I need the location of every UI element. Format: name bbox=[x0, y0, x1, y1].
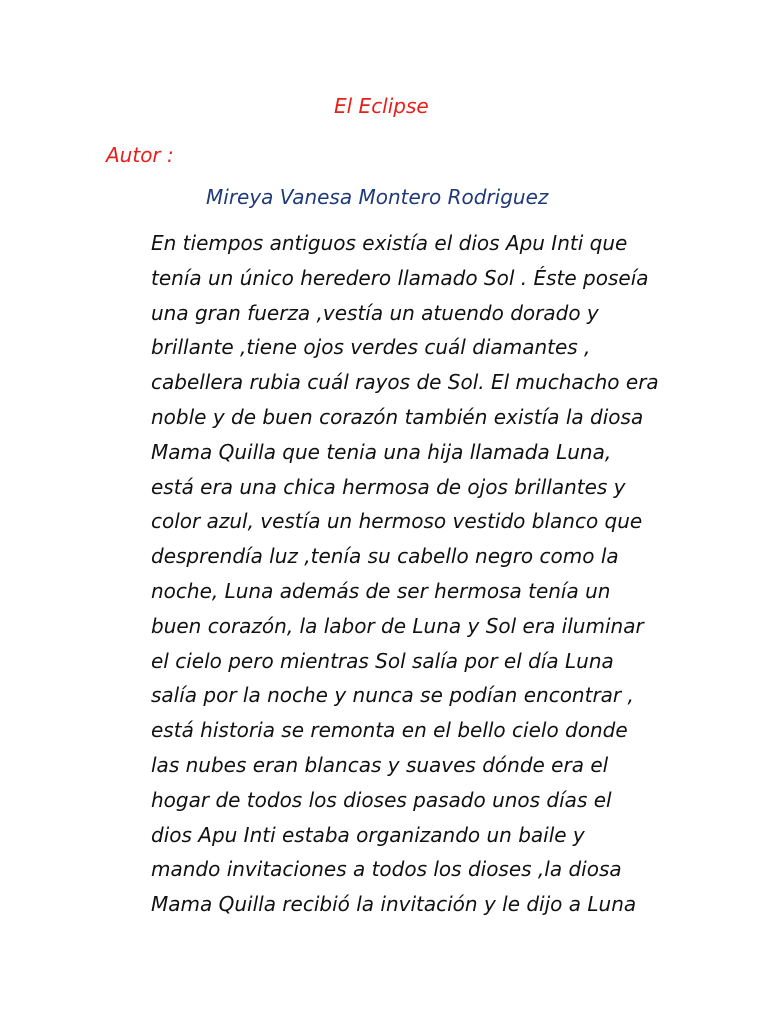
story-line: está historia se remonta en el bello cielo donde bbox=[151, 718, 628, 743]
story-line: está era una chica hermosa de ojos brillantes y bbox=[151, 474, 626, 499]
story-line: mando invitaciones a todos los dioses ,la diosa bbox=[151, 857, 622, 882]
story-body bbox=[151, 226, 711, 922]
story-line: desprendía luz ,tenía su cabello negro como la bbox=[151, 544, 619, 569]
story-line: las nubes eran blancas y suaves dónde era el bbox=[151, 752, 609, 777]
author-label: Autor : bbox=[106, 143, 174, 167]
story-line: buen corazón, la labor de Luna y Sol era iluminar bbox=[151, 613, 644, 638]
document-title: El Eclipse bbox=[334, 94, 429, 118]
story-line: Mama Quilla recibió la invitación y le dijo a Luna bbox=[151, 892, 637, 917]
story-line: noble y de buen corazón también existía la diosa bbox=[151, 404, 644, 429]
author-name: Mireya Vanesa Montero Rodriguez bbox=[206, 185, 549, 209]
story-line: el cielo pero mientras Sol salía por el día Luna bbox=[151, 648, 614, 673]
story-line: salía por la noche y nunca se podían encontrar , bbox=[151, 683, 634, 708]
story-line: Mama Quilla que tenia una hija llamada Luna, bbox=[151, 439, 612, 464]
story-line: cabellera rubia cuál rayos de Sol. El muchacho era bbox=[151, 370, 659, 395]
story-line: noche, Luna además de ser hermosa tenía un bbox=[151, 578, 611, 603]
story-line: dios Apu Inti estaba organizando un baile y bbox=[151, 822, 585, 847]
story-line: color azul, vestía un hermoso vestido blanco que bbox=[151, 509, 643, 534]
story-line: brillante ,tiene ojos verdes cuál diamantes , bbox=[151, 335, 591, 360]
story-line: hogar de todos los dioses pasado unos días el bbox=[151, 787, 612, 812]
story-line: En tiempos antiguos existía el dios Apu Inti que bbox=[151, 231, 628, 255]
story-line: tenía un único heredero llamado Sol . Éste poseía bbox=[151, 265, 649, 290]
story-line: una gran fuerza ,vestía un atuendo dorado y bbox=[151, 300, 599, 325]
